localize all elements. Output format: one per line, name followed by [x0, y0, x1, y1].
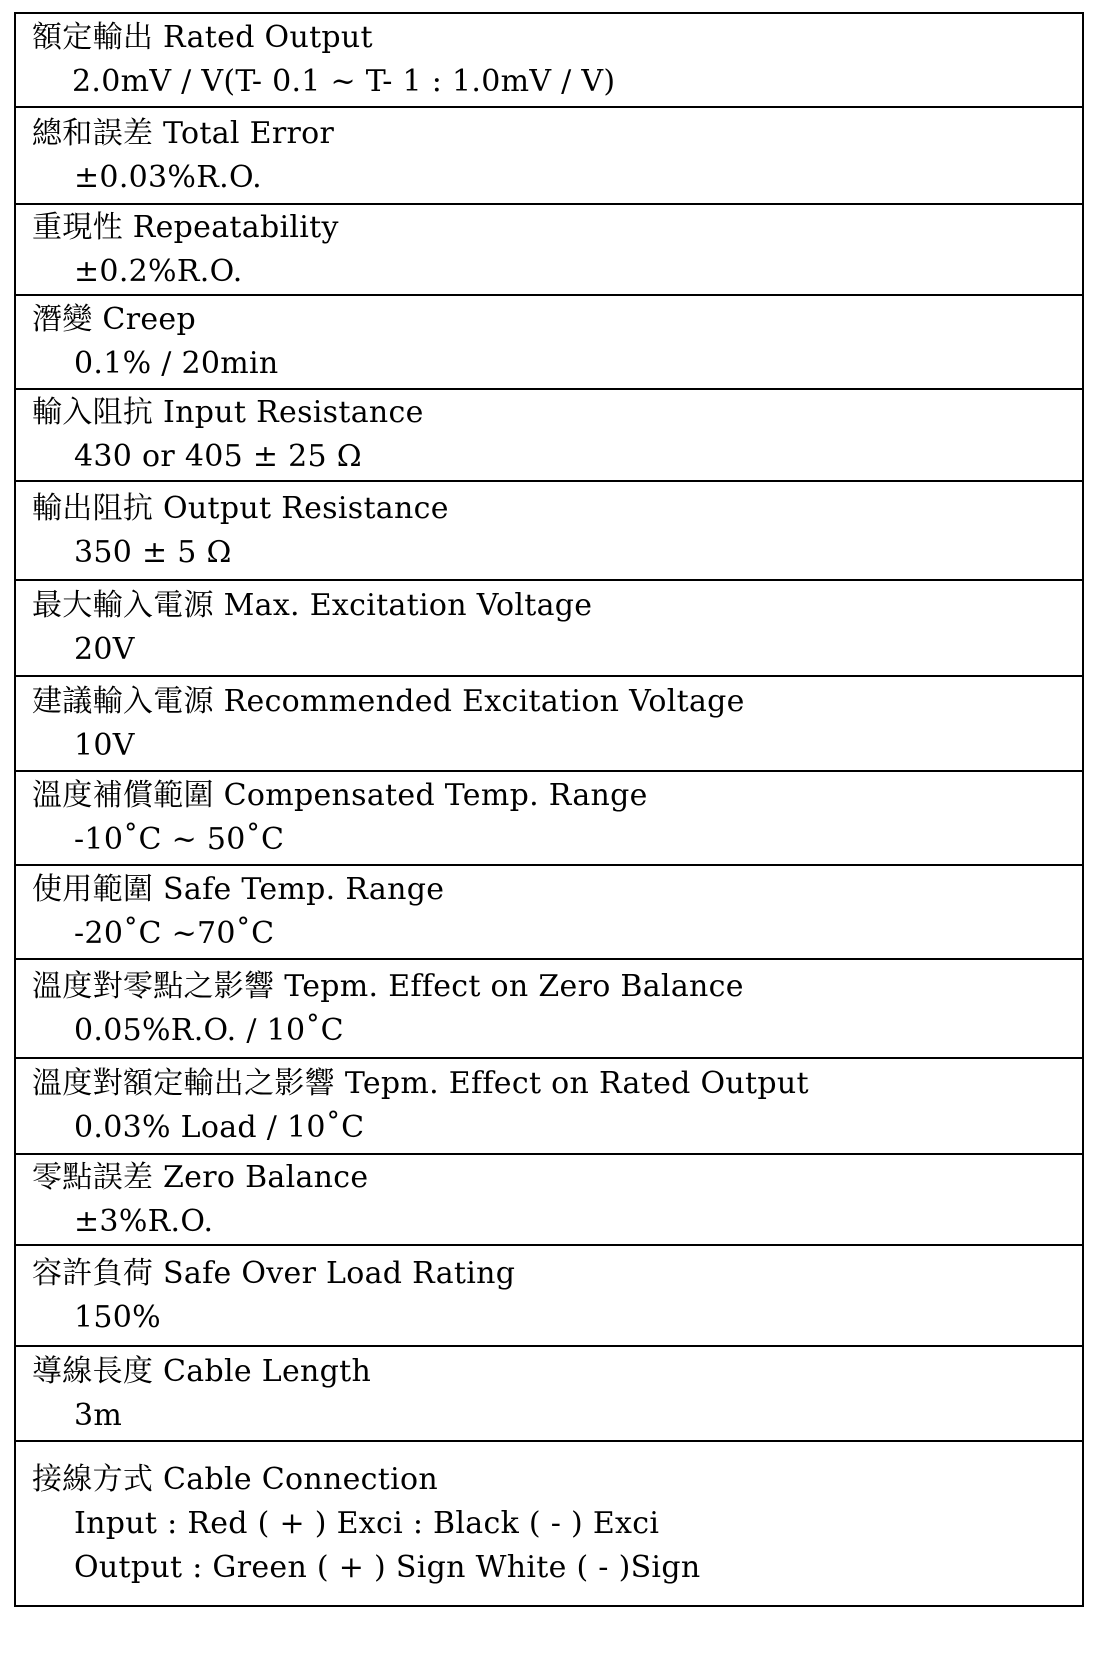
- spec-row-temp-effect-zero: [16, 960, 1082, 1059]
- spec-row-output-resistance: [16, 482, 1082, 581]
- spec-title: 額定輸出 Rated Output: [32, 20, 373, 55]
- spec-value: ±0.03%R.O.: [74, 159, 262, 195]
- spec-row-compensated-temp: [16, 772, 1082, 866]
- spec-title: 輸出阻抗 Output Resistance: [32, 490, 449, 526]
- spec-title: 接線方式 Cable Connection: [32, 1461, 439, 1497]
- spec-row-cable-connection: [16, 1442, 1082, 1605]
- spec-value-output: Output : Green ( + ) Sign White ( - )Sign: [74, 1549, 701, 1585]
- spec-row-rated-output: [16, 14, 1082, 108]
- spec-row-recommended-excitation: [16, 677, 1082, 772]
- spec-title: 最大輸入電源 Max. Excitation Voltage: [32, 588, 593, 623]
- spec-title: 總和誤差 Total Error: [32, 115, 335, 151]
- spec-title: 重現性 Repeatability: [32, 209, 339, 245]
- spec-value: 2.0mV / V(T- 0.1 ~ T- 1 : 1.0mV / V): [72, 64, 616, 99]
- spec-value: 0.03% Load / 10˚C: [74, 1110, 365, 1145]
- spec-title: 零點誤差 Zero Balance: [32, 1159, 369, 1195]
- spec-value: 0.1% / 20min: [74, 346, 279, 381]
- spec-row-input-resistance: [16, 390, 1082, 482]
- spec-row-temp-effect-output: [16, 1059, 1082, 1155]
- spec-title: 建議輸入電源 Recommended Excitation Voltage: [32, 683, 745, 719]
- spec-value: 350 ± 5 Ω: [74, 534, 232, 570]
- spec-title: 使用範圍 Safe Temp. Range: [32, 872, 445, 907]
- spec-value: 150%: [74, 1299, 161, 1335]
- spec-row-repeatability: [16, 205, 1082, 296]
- spec-value: 0.05%R.O. / 10˚C: [74, 1012, 344, 1048]
- spec-value: -20˚C ~70˚C: [74, 916, 275, 951]
- spec-table: [14, 12, 1084, 1607]
- spec-value: 430 or 405 ± 25 Ω: [74, 439, 362, 474]
- spec-value-input: Input : Red ( + ) Exci : Black ( - ) Exci: [74, 1505, 660, 1541]
- spec-value: ±3%R.O.: [74, 1203, 214, 1239]
- spec-value: ±0.2%R.O.: [74, 253, 243, 289]
- spec-title: 溫度對額定輸出之影響 Tepm. Effect on Rated Output: [32, 1066, 809, 1101]
- spec-row-cable-length: [16, 1347, 1082, 1442]
- spec-value: 3m: [74, 1397, 123, 1433]
- spec-title: 溫度對零點之影響 Tepm. Effect on Zero Balance: [32, 968, 744, 1004]
- spec-value: 20V: [74, 632, 135, 667]
- spec-row-creep: [16, 296, 1082, 390]
- spec-row-max-excitation: [16, 581, 1082, 677]
- spec-title: 輸入阻抗 Input Resistance: [32, 395, 424, 430]
- spec-title: 溫度補償範圍 Compensated Temp. Range: [32, 778, 648, 813]
- spec-title: 潛變 Creep: [32, 302, 196, 337]
- spec-row-safe-overload: [16, 1246, 1082, 1347]
- spec-row-safe-temp: [16, 866, 1082, 960]
- spec-value: -10˚C ~ 50˚C: [74, 822, 285, 857]
- spec-value: 10V: [74, 727, 135, 763]
- spec-row-zero-balance: [16, 1155, 1082, 1246]
- spec-title: 容許負荷 Safe Over Load Rating: [32, 1255, 516, 1291]
- spec-title: 導線長度 Cable Length: [32, 1353, 372, 1389]
- spec-row-total-error: [16, 108, 1082, 205]
